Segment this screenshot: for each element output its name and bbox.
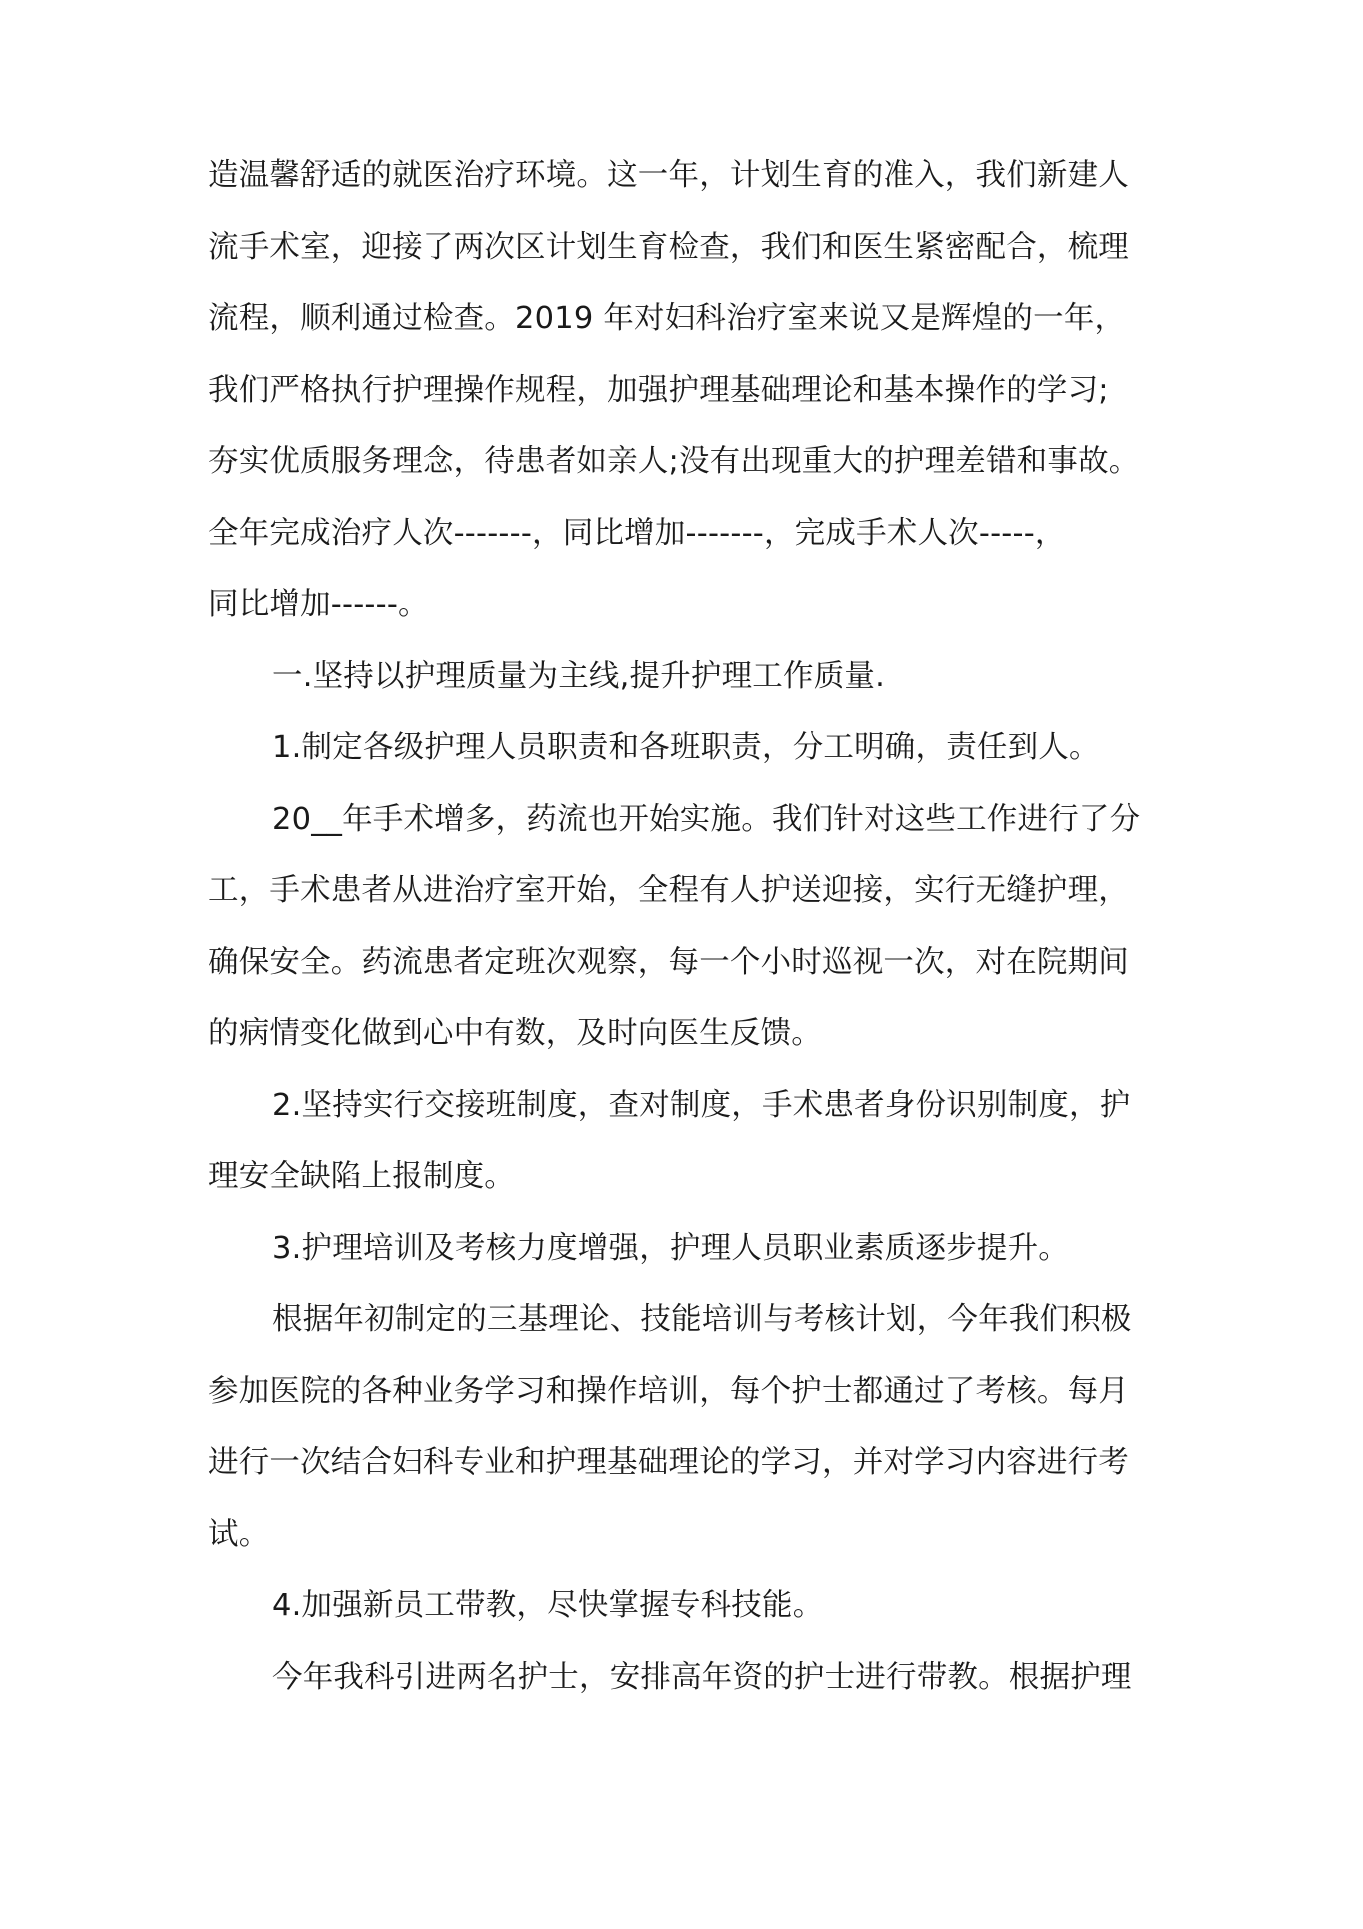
text-line: 确保安全。药流患者定班次观察，每一个小时巡视一次，对在院期间 xyxy=(208,944,1129,980)
text-line: 的病情变化做到心中有数，及时向医生反馈。 xyxy=(208,1016,822,1051)
list-item-heading: 1.制定各级护理人员职责和各班职责，分工明确，责任到人。 xyxy=(272,730,1100,765)
text-line: 流程，顺利通过检查。2019 年对妇科治疗室来说又是辉煌的一年， xyxy=(208,301,1126,336)
text-line: 理安全缺陷上报制度。 xyxy=(208,1159,515,1194)
text-line: 进行一次结合妇科专业和护理基础理论的学习，并对学习内容进行考 xyxy=(208,1445,1129,1480)
text-line: 全年完成治疗人次-------，同比增加-------，完成手术人次-----， xyxy=(208,515,1066,551)
text-line: 工，手术患者从进治疗室开始，全程有人护送迎接，实行无缝护理， xyxy=(208,873,1129,908)
document-body xyxy=(208,140,1178,1713)
paragraph-start: 根据年初制定的三基理论、技能培训与考核计划，今年我们积极 xyxy=(272,1302,1132,1337)
list-item-heading: 4.加强新员工带教，尽快掌握专科技能。 xyxy=(272,1588,824,1623)
text-line: 参加医院的各种业务学习和操作培训，每个护士都通过了考核。每月 xyxy=(208,1373,1129,1409)
text-line: 流手术室，迎接了两次区计划生育检查，我们和医生紧密配合，梳理 xyxy=(208,229,1129,265)
text-line: 我们严格执行护理操作规程，加强护理基础理论和基本操作的学习; xyxy=(208,372,1109,408)
text-line: 夯实优质服务理念，待患者如亲人;没有出现重大的护理差错和事故。 xyxy=(208,444,1140,479)
list-item-heading: 3.护理培训及考核力度增强，护理人员职业素质逐步提升。 xyxy=(272,1230,1069,1266)
text-line: 同比增加------。 xyxy=(208,587,429,622)
section-heading: 一.坚持以护理质量为主线,提升护理工作质量. xyxy=(272,658,885,694)
list-item-heading: 2.坚持实行交接班制度，查对制度，手术患者身份识别制度，护 xyxy=(272,1087,1131,1123)
text-line: 试。 xyxy=(208,1516,270,1552)
paragraph-start: 今年我科引进两名护士，安排高年资的护士进行带教。根据护理 xyxy=(272,1659,1132,1695)
text-line: 造温馨舒适的就医治疗环境。这一年，计划生育的准入，我们新建人 xyxy=(208,158,1129,193)
paragraph-start: 20__年手术增多，药流也开始实施。我们针对这些工作进行了分 xyxy=(272,801,1141,837)
